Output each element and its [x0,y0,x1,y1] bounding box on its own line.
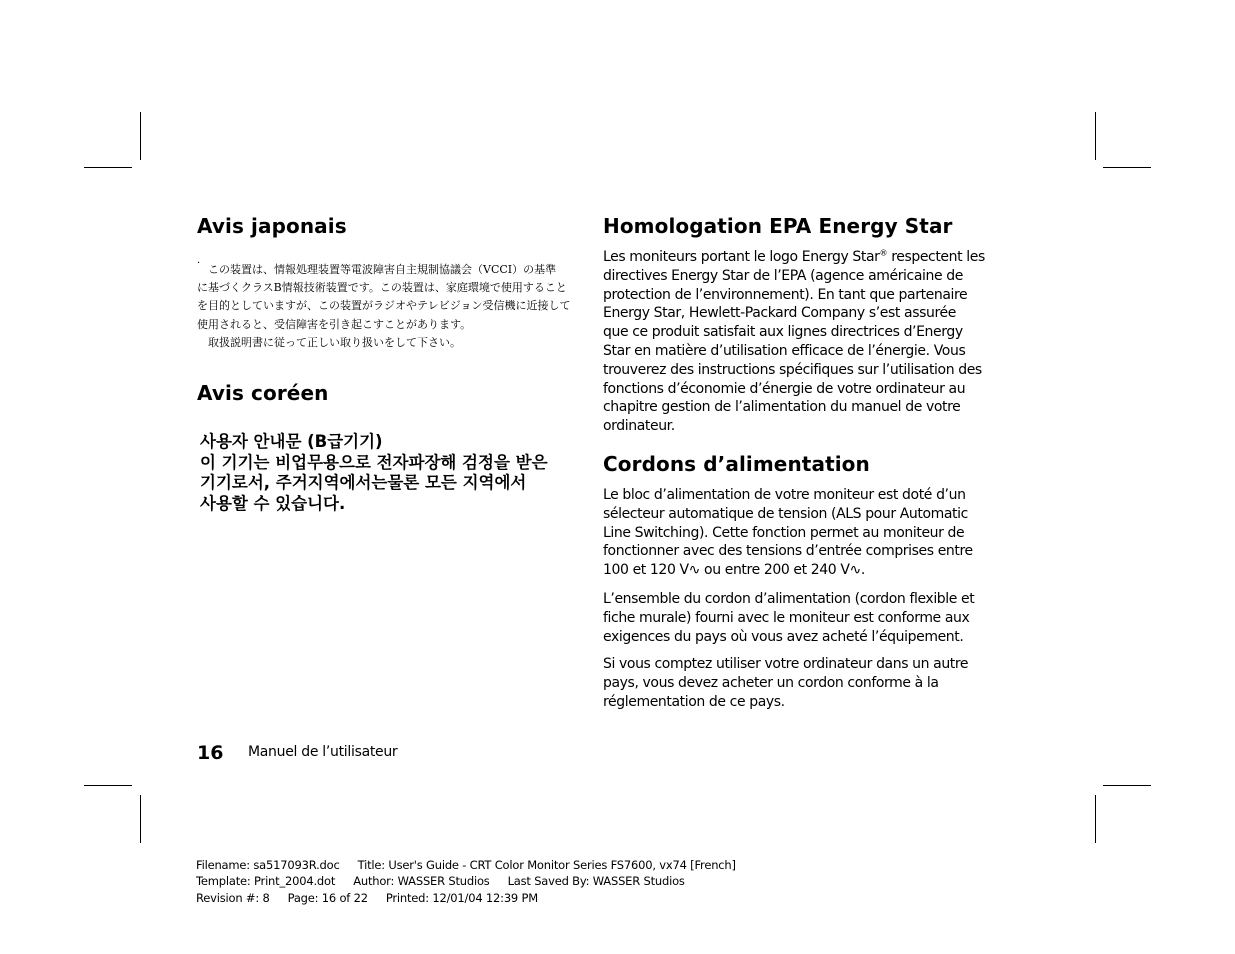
cords-line: exigences du pays où vous avez acheté l’équipement. [603,628,964,645]
japanese-notice-text [197,258,577,352]
document-info-line [196,873,736,889]
japanese-notice-heading: Avis japonais [197,214,347,238]
cords-line: fonctionner avec des tensions d’entrée comprises entre [603,543,973,560]
energy-star-paragraph [603,248,988,436]
crop-mark-bottom-left-vertical [140,795,141,843]
registered-mark: ® [879,248,888,258]
korean-line: 기기로서, 주거지역에서는물론 모든 지역에서 [200,473,527,492]
crop-mark-top-right-horizontal [1103,167,1151,168]
document-info [196,857,736,906]
crop-mark-bottom-left-horizontal [84,785,132,786]
manual-title: Manuel de l’utilisateur [248,744,398,760]
cords-line: Le bloc d’alimentation de votre moniteur est doté d’un [603,487,966,503]
energy-line: trouverez des instructions spécifiques sur l’utilisation des [603,361,982,378]
cords-line: L’ensemble du cordon d’alimentation (cordon flexible et [603,591,975,607]
filename: Filename: sa517093R.doc [196,858,340,872]
japanese-line: 取扱説明書に従って正しい取り扱いをして下さい。 [197,335,461,349]
last-saved: Last Saved By: WASSER Studios [507,874,685,889]
japanese-line: を目的としていますが、この装置がラジオやテレビジョン受信機に近接して [197,299,571,313]
crop-mark-top-left-horizontal [84,167,132,168]
power-cords-paragraph-1 [603,486,988,580]
page-count: Page: 16 of 22 [287,890,368,905]
doc-title: Title: User's Guide - CRT Color Monitor Series FS7600, vx74 [French] [357,858,736,872]
document-info-line [196,857,736,873]
energy-line: ordinateur. [603,418,675,435]
energy-line: Star en matière d’utilisation efficace de l’énergie. Vous [603,342,966,359]
cords-line: 100 et 120 V∿ ou entre 200 et 240 V∿. [603,562,865,579]
crop-mark-top-left-vertical [140,112,141,160]
document-info-line [196,890,736,906]
korean-notice-text [200,432,580,514]
template: Template: Print_2004.dot [196,874,336,889]
energy-line: Energy Star, Hewlett-Packard Company s’est assurée [603,305,956,322]
energy-line-start: Les moniteurs portant le logo Energy Star [603,249,880,265]
crop-mark-top-right-vertical [1095,112,1096,160]
energy-line: fonctions d’économie d’énergie de votre ordinateur au [603,380,966,397]
cords-line: fiche murale) fourni avec le moniteur est conforme aux [603,609,970,626]
power-cords-paragraph-3 [603,655,988,711]
energy-star-heading: Homologation EPA Energy Star [603,214,953,238]
energy-line: que ce produit satisfait aux lignes directrices d’Energy [603,324,963,341]
author: Author: WASSER Studios [353,874,490,889]
crop-mark-bottom-right-vertical [1095,795,1096,843]
korean-line: 사용할 수 있습니다. [200,493,346,513]
cords-line: Si vous comptez utiliser votre ordinateur dans un autre [603,656,969,672]
crop-mark-bottom-right-horizontal [1103,785,1151,786]
korean-line: 이 기기는 비업무용으로 전자파장해 검정을 받은 [200,452,548,472]
power-cords-heading: Cordons d’alimentation [603,452,870,476]
page-number: 16 [197,742,224,764]
energy-line: protection de l’environnement). En tant que partenaire [603,286,968,303]
korean-line: 사용자 안내문 (B급기기) [200,432,383,451]
japanese-line: この装置は、情報処理装置等電波障害自主規制協議会（VCCI）の基準 [208,263,557,276]
bullet-dot: · [197,258,201,269]
energy-line: chapitre gestion de l’alimentation du manuel de votre [603,399,961,416]
energy-line [603,248,988,267]
japanese-line: に基づくクラスB情報技術装置です。この装置は、家庭環境で使用すること [197,281,567,295]
cords-line: pays, vous devez acheter un cordon conforme à la [603,674,939,691]
printed-date: Printed: 12/01/04 12:39 PM [385,890,538,905]
energy-line: directives Energy Star de l’EPA (agence américaine de [603,267,963,284]
korean-notice-heading: Avis coréen [197,381,329,405]
cords-line: Line Switching). Cette fonction permet au moniteur de [603,524,965,541]
power-cords-paragraph-2 [603,590,988,646]
revision: Revision #: 8 [196,890,270,905]
cords-line: sélecteur automatique de tension (ALS pour Automatic [603,505,968,522]
japanese-line: 使用されると、受信障害を引き起こすことがあります。 [197,317,472,331]
cords-line: réglementation de ce pays. [603,693,785,710]
energy-line-end: respectent les [887,249,985,265]
